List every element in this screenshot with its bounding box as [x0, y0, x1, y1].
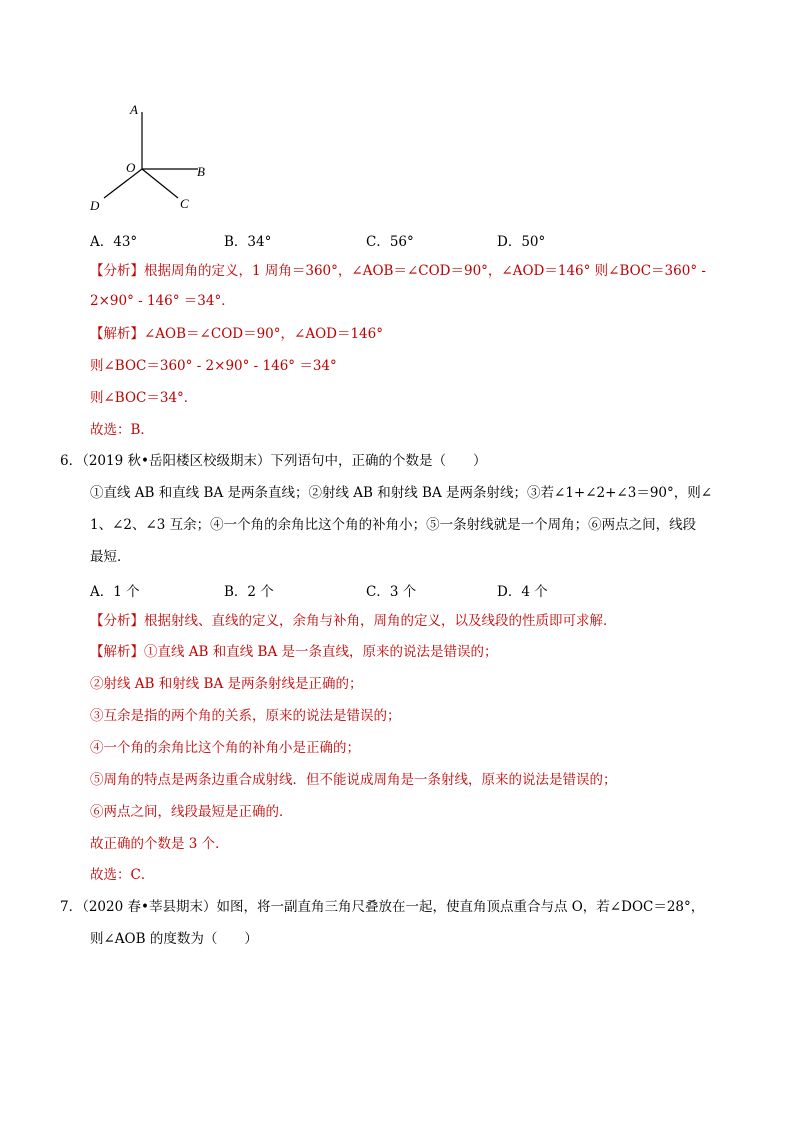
q6-body-line1: ①直线 AB 和直线 BA 是两条直线；②射线 AB 和射线 BA 是两条射线；③若∠1+∠2+∠3＝90°，则∠ [90, 485, 713, 501]
q5-solution-line2: 则∠BOC＝360° - 2×90° - 146° ＝34° [90, 358, 337, 374]
q6-solution-3: ③互余是指的两个角的关系，原来的说法是错误的； [90, 708, 401, 724]
q6-option-a: A．1 个 [90, 584, 140, 600]
q6-option-d: D．4 个 [497, 584, 548, 600]
point-label-o: O [126, 160, 136, 175]
q6-solution-1: 【解析】①直线 AB 和直线 BA 是一条直线，原来的说法是错误的； [90, 644, 498, 660]
q7-stem-line2: 则∠AOB 的度数为（ ） [90, 931, 258, 947]
point-label-d: D [90, 198, 100, 213]
q5-option-d: D．50° [497, 234, 546, 250]
q5-answer: 故选：B． [90, 422, 154, 438]
q5-option-a: A．43° [90, 234, 138, 250]
q6-option-b: B．2 个 [224, 584, 274, 600]
q5-analysis-line1: 【分析】根据周角的定义，1 周角＝360°，∠AOB＝∠COD＝90°，∠AOD＝146° 则∠BOC＝360° - [90, 263, 706, 279]
point-label-b: B [197, 164, 205, 179]
q6-answer: 故选：C． [90, 867, 155, 883]
q5-option-c: C．56° [366, 234, 414, 250]
angle-figure [80, 96, 220, 218]
q6-body-line3: 最短． [90, 549, 131, 565]
q6-solution-2: ②射线 AB 和射线 BA 是两条射线是正确的； [90, 676, 363, 692]
q5-analysis-line2: 2×90° - 146° ＝34°． [90, 293, 235, 309]
q6-solution-6: ⑥两点之间，线段最短是正确的． [90, 804, 293, 820]
q6-stem: 6．（2019 秋•岳阳楼区校级期末）下列语句中，正确的个数是（ ） [60, 453, 487, 469]
ray-oc [142, 169, 178, 198]
q6-solution-4: ④一个角的余角比这个角的补角小是正确的； [90, 740, 360, 756]
point-label-c: C [180, 196, 189, 211]
q5-solution-line1: 【解析】∠AOB＝∠COD＝90°，∠AOD＝146° [90, 326, 383, 342]
q6-body-line2: 1、∠2、∠3 互余；④一个角的余角比这个角的补角小；⑤一条射线就是一个周角；⑥两点之间，线段 [90, 517, 697, 533]
q6-count: 故正确的个数是 3 个． [90, 836, 229, 852]
ray-od [104, 169, 142, 198]
q6-option-c: C．3 个 [366, 584, 417, 600]
q7-stem-line1: 7．（2020 春•莘县期末）如图，将一副直角三角尺叠放在一起，使直角顶点重合与点 O，若∠DOC＝28°， [60, 899, 705, 915]
q6-analysis: 【分析】根据射线、直线的定义，余角与补角，周角的定义，以及线段的性质即可求解． [90, 613, 617, 629]
q5-solution-line3: 则∠BOC＝34°． [90, 390, 198, 406]
q5-option-b: B．34° [224, 234, 272, 250]
q6-solution-5: ⑤周角的特点是两条边重合成射线．但不能说成周角是一条射线，原来的说法是错误的； [90, 772, 617, 788]
point-label-a: A [130, 102, 138, 117]
